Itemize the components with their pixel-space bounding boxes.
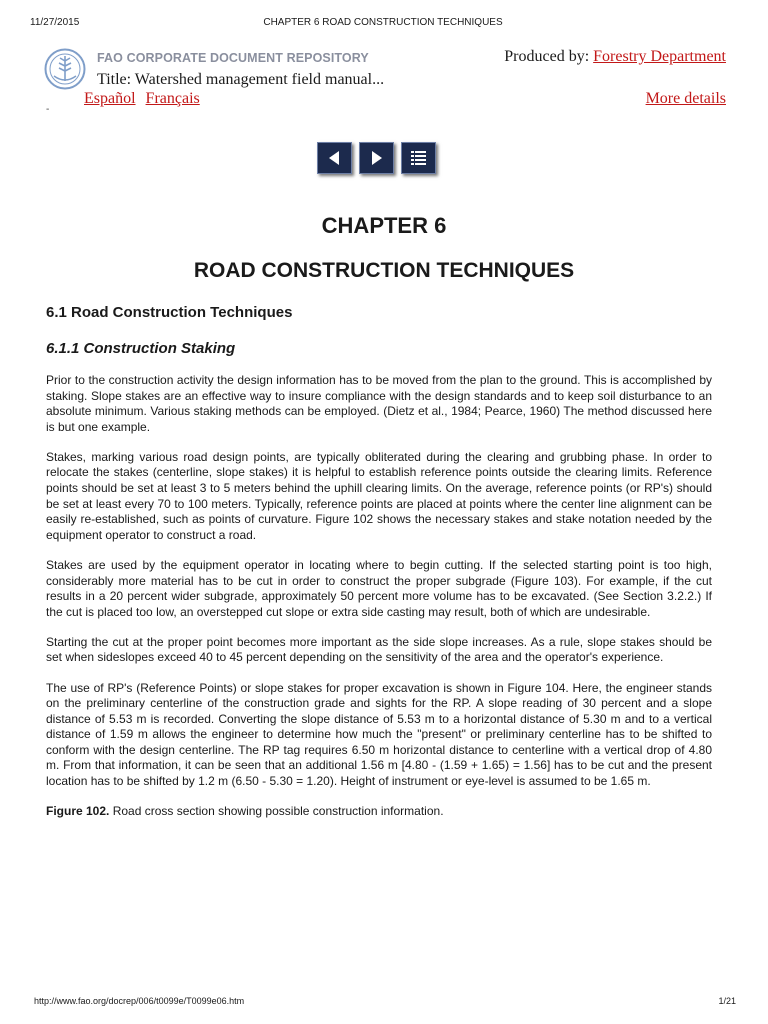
produced-by-label: Produced by:	[504, 48, 590, 65]
triangle-right-icon	[360, 143, 393, 173]
next-page-button[interactable]	[359, 142, 394, 174]
paragraph: Prior to the construction activity the design information has to be moved from the plan to the ground. This is accomplished by staking. Slope stakes are an effective way to insure compliance with the design standards and to keep soil disturbance to an absolute minimum. Various staking methods can be employed. (Dietz et al., 1984; Pearce, 1960) The method discussed here is but one example.	[46, 373, 712, 434]
previous-page-button[interactable]	[317, 142, 352, 174]
paragraph: Stakes are used by the equipment operator in locating where to begin cutting. If the selected starting point is too high, considerably more material has to be cut in order to construct the proper subgrade (Figure 103). For example, if the cut results in a 20 percent wider subgrade, approximately 50 percent more volume has to be excavated. (See Section 3.2.2.) If the cut is placed too low, an overstepped cut slope or extra side casting may result, both of which are undesirable.	[46, 557, 712, 619]
repository-name-prefix: FAO	[97, 51, 123, 65]
repository-name[interactable]	[97, 51, 369, 65]
paragraph: The use of RP's (Reference Points) or slope stakes for proper excavation is shown in Figure 104. Here, the engineer stands on the preliminary centerline of the construction grade and sights for the RP. A slope reading of 30 percent and a slope distance of 5.53 m is recorded. Converting the slope distance of 5.53 m to a horizontal distance of 5.30 m and to a vertical distance of 1.59 m allows the engineer to determine how much the "present" or preliminary centerline has to be shifted to conform with the design centerline. The RP tag requires 6.50 m horizontal distance to centerline with a vertical drop of 4.80 m. From that information, it can be seen that an additional 1.56 m [4.80 - (1.59 + 1.65) = 1.56] has to be cut and the present location has to be shifted by 1.2 m (6.50 - 5.30 = 1.20). Height of instrument or eye-level is assumed to be 1.65 m.	[46, 680, 712, 789]
print-page-number: 1/21	[718, 996, 736, 1006]
section-heading: 6.1 Road Construction Techniques	[46, 304, 293, 321]
print-date: 11/27/2015	[30, 17, 80, 28]
print-footer	[34, 996, 736, 1010]
print-url: http://www.fao.org/docrep/006/t0099e/T0099e06.htm	[34, 996, 245, 1006]
language-links	[84, 90, 206, 108]
print-header	[30, 17, 736, 31]
produced-by	[504, 48, 726, 66]
body-text	[46, 373, 712, 834]
chapter-title: ROAD CONSTRUCTION TECHNIQUES	[193, 259, 575, 282]
fao-logo-icon[interactable]	[44, 48, 86, 90]
triangle-left-icon	[318, 143, 351, 173]
paragraph: Starting the cut at the proper point becomes more important as the side slope increases. As a rule, slope stakes should be set when sideslopes exceed 40 to 45 percent depending on the sensitivity of the area and the operator's experience.	[46, 634, 712, 665]
contents-button[interactable]	[401, 142, 436, 174]
paragraph: Stakes, marking various road design points, are typically obliterated during the clearing and grubbing phase. In order to relocate the stakes (centerline, slope stakes) it is helpful to establish reference points outside the clearing limits. Reference points should be set at least 3 to 5 meters behind the uphill clearing limits. On the average, reference points (or RP's) should be set at least every 70 to 100 meters. Typically, reference points are placed at points where the center line alignment can be easily re-established, such as points of curvature. Figure 102 shows the necessary stakes and stake notation needed by the equipment operator to construct a road.	[46, 449, 712, 542]
divider-mark: -	[46, 104, 50, 115]
language-link-espanol[interactable]: Español	[84, 90, 136, 107]
chapter-number: CHAPTER 6	[321, 213, 447, 238]
figure-caption-label: Figure 102.	[46, 804, 110, 819]
repository-name-rest: CORPORATE DOCUMENT REPOSITORY	[123, 51, 369, 65]
forestry-department-link[interactable]: Forestry Department	[593, 48, 726, 65]
navigation-buttons	[317, 142, 436, 174]
subsection-heading: 6.1.1 Construction Staking	[46, 340, 236, 357]
document-title: Title: Watershed management field manual...	[97, 71, 385, 88]
print-title: CHAPTER 6 ROAD CONSTRUCTION TECHNIQUES	[263, 17, 503, 28]
more-details-link[interactable]: More details	[645, 90, 726, 107]
list-icon	[402, 143, 435, 173]
figure-caption	[46, 804, 712, 820]
figure-caption-text: Road cross section showing possible construction information.	[109, 804, 444, 819]
language-link-francais[interactable]: Français	[145, 90, 200, 107]
